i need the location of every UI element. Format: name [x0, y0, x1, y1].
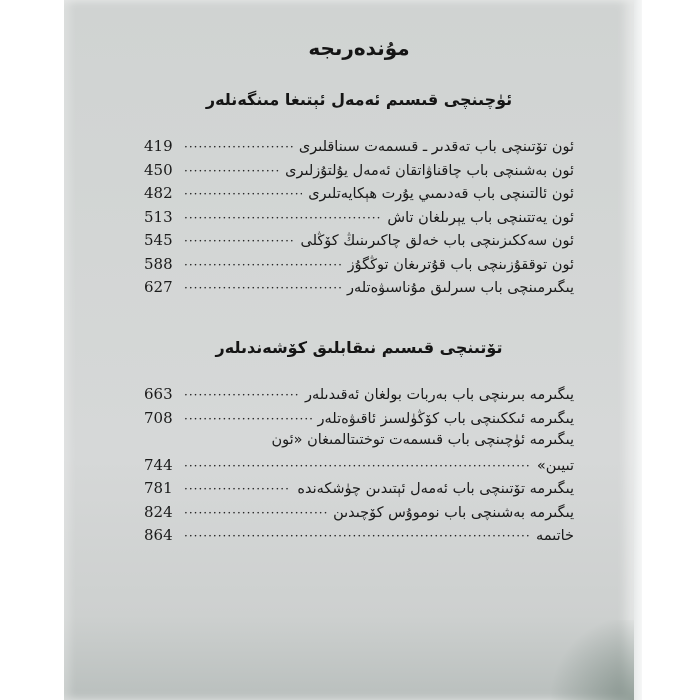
toc-entry[interactable] — [144, 184, 574, 208]
book-page — [64, 0, 634, 700]
toc-entry-page: 864 — [144, 526, 173, 544]
leader-dots — [184, 258, 342, 272]
toc-entry-wrapped-line[interactable] — [144, 432, 574, 456]
toc-entry-title: ئون تۆتىنچى باب تەقدىر ـ قىسمەت سىناقلىرى — [298, 139, 574, 155]
toc-entry-title: ئون بەشىنچى باب چاقناۋاتقان ئەمەل يۇلتۇزلىرى — [285, 162, 574, 179]
toc-entry-title: يىگىرمە بەشىنچى باب نوموۇس كۆچىدىن — [333, 504, 574, 521]
toc-entry-page: 708 — [144, 408, 173, 427]
toc-entry-page: 781 — [144, 479, 173, 497]
leader-dots — [184, 164, 279, 178]
toc-entry[interactable] — [144, 278, 574, 302]
toc-entry[interactable] — [144, 503, 574, 527]
toc-entry-title: يىگىرمىنچى باب سىرلىق مۇناسىۋەتلەر — [346, 280, 574, 296]
toc-entry-page: 419 — [144, 137, 173, 155]
toc-entry-page: 513 — [144, 207, 173, 226]
leader-dots — [184, 234, 295, 248]
toc-entry[interactable] — [144, 409, 574, 433]
toc-entry[interactable] — [144, 385, 574, 409]
toc-entry[interactable] — [144, 208, 574, 232]
toc-entry[interactable] — [144, 161, 574, 185]
toc-entry-page: 588 — [144, 254, 173, 273]
toc-entry-title: ئون يەتتىنچى باب يېرىلغان تاش — [387, 209, 574, 226]
toc-entry-title: تىيىن» — [536, 457, 574, 474]
leader-dots — [184, 412, 312, 426]
toc-entry-page: 824 — [144, 502, 173, 521]
leader-dots — [184, 388, 299, 402]
toc-entry-title: يىگىرمە ئىككىنچى باب كۆڭۈلسىز ئاقىۋەتلەر — [317, 410, 574, 427]
page-edge — [634, 0, 642, 700]
toc-entry[interactable] — [144, 479, 574, 503]
toc-entry[interactable] — [144, 456, 574, 480]
toc-entry-title: يىگىرمە بىرىنچى باب بەربات بولغان ئەقىدىلەر — [304, 387, 574, 403]
toc-entry-title: ئون توققۇزىنچى باب قۇترىغان توڭگۇز — [347, 256, 574, 273]
leader-dots — [184, 211, 381, 225]
toc-entry-page: 627 — [144, 278, 173, 296]
toc-entry-page: 545 — [144, 231, 173, 249]
leader-dots — [184, 506, 327, 520]
toc-entry-title: يىگىرمە تۆتىنچى باب ئەمەل ئېتىدىن چۈشكەندە — [297, 481, 574, 497]
leader-dots — [184, 140, 293, 154]
toc-entry-page: 450 — [144, 160, 173, 179]
toc-entry-title: خاتىمە — [536, 528, 574, 544]
leader-dots — [184, 529, 530, 543]
toc-list-part-4 — [144, 385, 574, 550]
toc-entry-title: يىگىرمە ئۈچىنچى باب قىسمەت توختىتالمىغان «ئون — [271, 432, 574, 448]
toc-entry-title: ئون ئالتىنچى باب قەدىمىي يۇرت ھېكايەتلىرى — [308, 186, 574, 202]
leader-dots — [184, 281, 341, 295]
leader-dots — [184, 187, 302, 201]
leader-dots — [184, 482, 291, 496]
section-heading-part-3: ئۈچىنچى قىسىم ئەمەل ئېتىغا مىنگەنلەر — [205, 90, 513, 109]
page-shadow — [544, 620, 634, 700]
section-heading-part-4: تۆتىنچى قىسىم نىقابلىق كۆشەندىلەر — [215, 338, 503, 357]
toc-entry-page: 744 — [144, 455, 173, 474]
toc-entry-title: ئون سەككىزىنچى باب خەلق چاكىرىنىڭ كۆڭلى — [300, 233, 574, 249]
toc-entry[interactable] — [144, 255, 574, 279]
toc-entry-page: 663 — [144, 385, 173, 403]
toc-entry[interactable] — [144, 137, 574, 161]
leader-dots — [184, 459, 531, 473]
toc-entry[interactable] — [144, 231, 574, 255]
toc-entry-page: 482 — [144, 184, 173, 202]
toc-entry[interactable] — [144, 526, 574, 550]
page-title: مۇندەرىجە — [308, 36, 410, 60]
toc-list-part-3 — [144, 137, 574, 302]
